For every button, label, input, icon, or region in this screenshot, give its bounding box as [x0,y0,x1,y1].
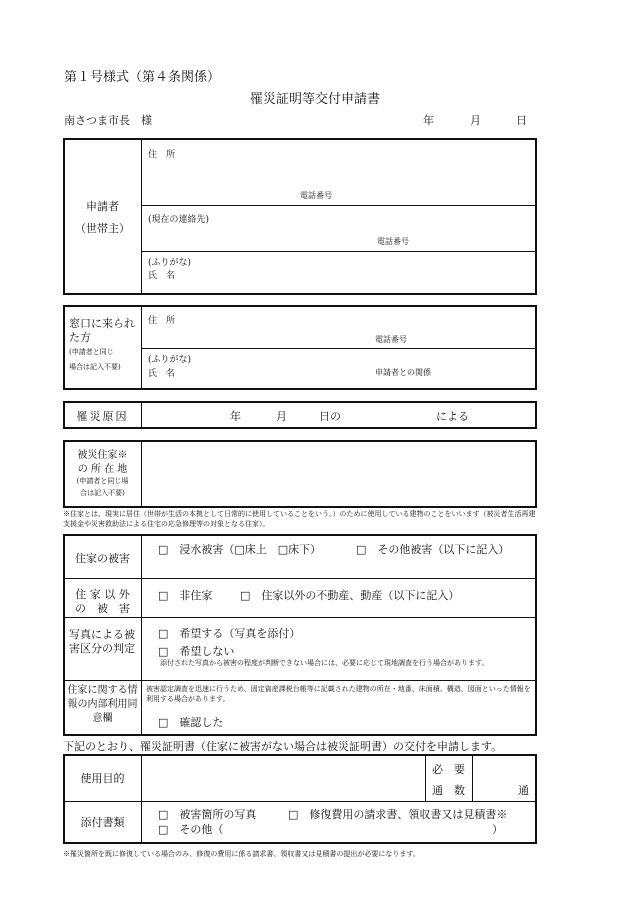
cause-day-label: 日の [319,410,341,423]
copies-input[interactable] [476,760,516,796]
consent-note: 被害認定調査を迅速に行うため、固定資産課税台帳等に記載された建物の所在・地番、床面積、構造、図面といった情報を利用する場合があります。 [146,685,531,703]
visitor-address-label: 住 所 [148,316,176,326]
copies-label: 通 数 [432,784,465,797]
applicant-contact-label: (現在の連絡先) [148,215,210,225]
house-damage-flood-option[interactable]: □ 浸水被害（□床上 □床下） [158,543,322,556]
date-month-label: 月 [470,114,481,127]
visitor-note-2: 場合は記入不要) [69,363,121,371]
cause-label: 罹災原因 [76,410,129,423]
other-damage-label-1: 住 家 以 外 [75,588,130,601]
visitor-name-label: 氏 名 [148,369,176,379]
applicant-furigana-label: (ふりがな) [148,258,192,268]
cause-month-label: 月 [276,410,287,423]
photo-note: 添付された写真から被害の程度が判断できない場合には、必要に応じて現地調査を行う場合があります。 [160,659,489,667]
attachment-other-option[interactable]: □ その他（ [158,823,224,836]
visitor-relation-label: 申請者との関係 [375,368,431,377]
location-note-1: (申請者と同じ場 [76,477,129,485]
residence-footnote: ※住家とは、現実に居住（世帯が生活の本拠として日常的に使用していることをいう。）のために使用している建物のことをいいます（被災者生活再建支援金や災害救助法による住宅の応急修理等の対象となる住家）。 [63,510,536,528]
location-note-2: 合は記入不要) [80,489,125,497]
applicant-label: 申請者 [86,200,119,213]
purpose-label: 使用目的 [80,772,125,785]
repair-footnote: ※罹災箇所を既に修復している場合のみ、修復の費用に係る請求書、領収書又は見積書の提出が必要になります。 [63,850,420,858]
cause-by-label: による [436,410,469,423]
attachment-close-paren: ） [492,823,503,836]
form-number: 第１号様式（第４条関係） [64,70,221,85]
photo-label: 写真による被害区分の判定 [69,628,135,655]
addressee: 南さつま市長 様 [64,114,152,127]
location-input[interactable] [146,446,530,502]
consent-label: 住家に関する情報の内部利用同意欄 [67,685,138,724]
applicant-address-input[interactable] [148,163,532,183]
non-house-option[interactable]: □ 非住家 [158,589,213,602]
copies-unit: 通 [518,784,529,797]
other-property-option[interactable]: □ 住家以外の不動産、動産（以下に記入） [240,589,460,602]
attachment-invoice-option[interactable]: □ 修復費用の請求書、領収書又は見積書※ [288,808,508,821]
visitor-label: 窓口に来られた方 [69,317,135,344]
date-year-label: 年 [423,114,434,127]
date-day-label: 日 [516,114,527,127]
attachments-label: 添付書類 [80,816,125,829]
attachment-photo-option[interactable]: □ 被害箇所の写真 [158,808,257,821]
request-statement: 下記のとおり、罹災証明書（住家に被害がない場合は被災証明書）の交付を申請します。 [63,740,503,753]
photo-wish-option[interactable]: □ 希望する（写真を添付） [158,627,301,640]
applicant-phone-label: 電話番号 [300,191,332,200]
house-damage-label: 住家の被害 [75,552,130,565]
photo-no-wish-option[interactable]: □ 希望しない [158,645,235,658]
applicant-name-label: 氏 名 [148,271,176,281]
purpose-input[interactable] [146,760,420,796]
house-damage-other-option[interactable]: □ その他被害（以下に記入） [356,543,510,556]
location-label-2: の 所 在 地 [77,464,128,475]
applicant-name-input[interactable] [190,262,530,284]
needed-label: 必 要 [432,763,465,776]
applicant-address-label: 住 所 [148,150,176,160]
applicant-label-sub: （世帯主） [75,222,130,235]
cause-year-label: 年 [230,410,241,423]
visitor-phone-label: 電話番号 [375,335,407,344]
applicant-phone-label-2: 電話番号 [377,237,409,246]
location-label-1: 被災住家※ [77,450,128,461]
other-damage-label-2: の 被 害 [75,602,130,615]
page-title: 罹災証明等交付申請書 [249,92,380,107]
visitor-note-1: (申請者と同じ [69,348,114,356]
visitor-furigana-label: (ふりがな) [148,355,192,365]
attachment-other-input[interactable] [240,820,490,836]
consent-confirm-option[interactable]: □ 確認した [158,716,224,729]
